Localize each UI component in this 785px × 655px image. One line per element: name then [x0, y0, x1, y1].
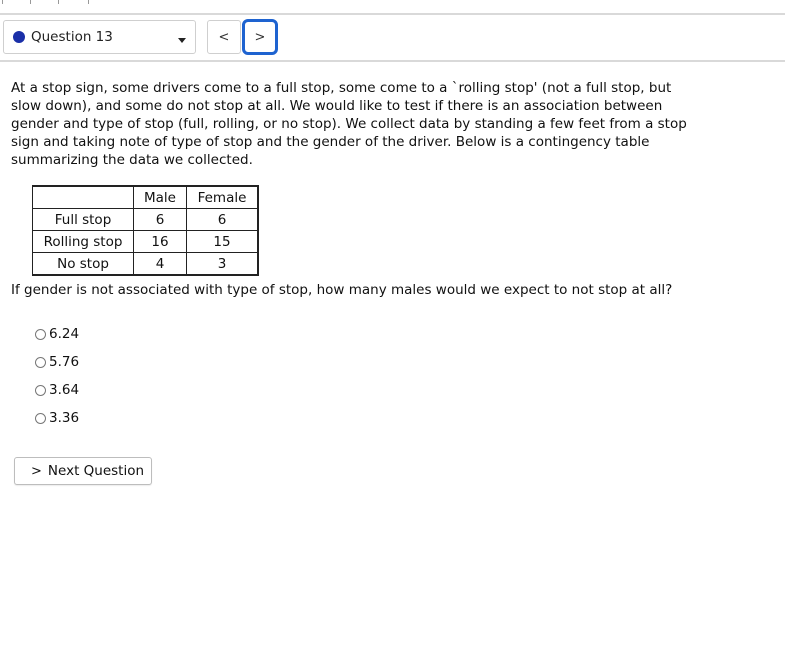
- cell-male: 6: [134, 209, 187, 231]
- chevron-right-icon: >: [254, 29, 266, 45]
- caret-down-icon: [178, 38, 186, 43]
- answer-option[interactable]: [35, 376, 79, 404]
- row-label: No stop: [33, 253, 134, 276]
- top-rule: [0, 13, 785, 15]
- contingency-table: [32, 185, 259, 276]
- table-row: [33, 231, 259, 253]
- answer-option[interactable]: [35, 348, 79, 376]
- row-label: Full stop: [33, 209, 134, 231]
- answer-options: [35, 320, 79, 432]
- column-header-male: Male: [134, 186, 187, 209]
- answer-option-label: 6.24: [49, 326, 80, 342]
- next-question-nav-button[interactable]: [242, 19, 278, 55]
- cell-male: 16: [134, 231, 187, 253]
- cell-female: 15: [187, 231, 259, 253]
- question-status-dot: [13, 31, 25, 43]
- header-divider: [0, 60, 785, 62]
- row-label: Rolling stop: [33, 231, 134, 253]
- radio-button[interactable]: [35, 357, 46, 368]
- cell-female: 6: [187, 209, 259, 231]
- table-row: [33, 253, 259, 276]
- radio-button[interactable]: [35, 329, 46, 340]
- table-header-row: [33, 186, 259, 209]
- top-ticks: [2, 0, 92, 4]
- answer-option[interactable]: [35, 404, 79, 432]
- question-select-label: Question 13: [31, 29, 113, 45]
- answer-option-label: 5.76: [49, 354, 80, 370]
- answer-option-label: 3.36: [49, 410, 80, 426]
- question-prompt: At a stop sign, some drivers come to a full stop, some come to a `rolling stop' (not a full stop, but slow down), and some do not stop at all. We would like to test if there is an association between gender and type of stop (full, rolling, or no stop). We collect data by standing a few feet from a stop sign and taking note of type of stop and the gender of the driver. Below is a contingency table summarizing the data we collected.: [11, 80, 687, 168]
- question-select[interactable]: [3, 20, 196, 54]
- previous-question-button[interactable]: [207, 20, 241, 54]
- answer-option-label: 3.64: [49, 382, 80, 398]
- chevron-right-icon: >: [31, 463, 42, 479]
- next-question-label: Next Question: [47, 463, 145, 479]
- radio-button[interactable]: [35, 385, 46, 396]
- answer-option[interactable]: [35, 320, 79, 348]
- cell-female: 3: [187, 253, 259, 276]
- table-corner-cell: [33, 186, 134, 209]
- chevron-left-icon: <: [218, 29, 230, 45]
- table-row: [33, 209, 259, 231]
- cell-male: 4: [134, 253, 187, 276]
- column-header-female: Female: [187, 186, 259, 209]
- radio-button[interactable]: [35, 413, 46, 424]
- question-text: If gender is not associated with type of stop, how many males would we expect to not stop at all?: [11, 282, 673, 298]
- next-question-button[interactable]: [14, 457, 152, 485]
